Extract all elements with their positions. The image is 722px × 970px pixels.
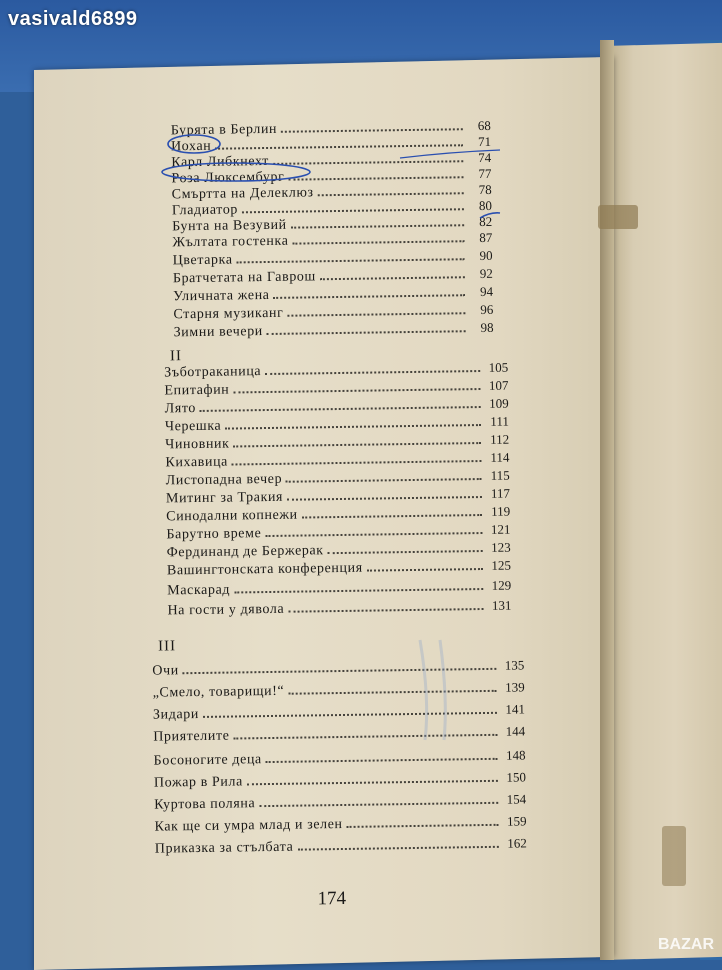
toc-entry-title: Старня музиканг [173, 305, 284, 323]
toc-entry [174, 320, 494, 340]
leader-dots [236, 248, 464, 263]
leader-dots [287, 302, 465, 316]
toc-entry-page: 68 [477, 117, 491, 134]
toc-entry [167, 578, 511, 599]
toc-entry-title: Жълтата гостенка [172, 233, 289, 251]
leader-dots [273, 284, 465, 299]
leader-dots [233, 432, 481, 447]
toc-entry-title: Вашингтонската конференция [166, 560, 363, 579]
toc-entry-page: 119 [491, 503, 511, 519]
toc-entry-page: 123 [491, 539, 511, 555]
leader-dots [288, 598, 483, 613]
toc-entry-page: 150 [506, 769, 526, 785]
toc-entry-title: Синодални копнежи [166, 507, 298, 525]
toc-entry-page: 87 [479, 229, 493, 246]
toc-entry-title: Листопадна вечер [165, 471, 283, 489]
toc-entry-page: 129 [491, 577, 512, 593]
toc-entry-page: 107 [488, 377, 509, 393]
leader-dots [265, 522, 482, 537]
toc-entry-title: Бунта на Везувий [172, 217, 287, 235]
toc-entry [154, 791, 526, 812]
toc-entry-title: Черешка [164, 418, 222, 435]
leader-dots [292, 230, 464, 244]
toc-entry [166, 504, 510, 525]
toc-entry-title: Приказка за стълбата [154, 839, 294, 857]
toc-entry-page: 162 [507, 835, 527, 851]
toc-entry [153, 701, 525, 722]
toc-entry [167, 598, 511, 619]
toc-entry-title: Как ще си умра млад и зелен [154, 816, 343, 835]
toc-entry [153, 723, 525, 744]
watermark: vasivald6899 [8, 8, 138, 30]
section-label: III [157, 638, 177, 655]
toc-entry-page: 135 [504, 657, 525, 673]
toc-entry [167, 558, 511, 579]
leader-dots [266, 748, 498, 763]
toc-entry-page: 139 [505, 679, 525, 695]
toc-entry-page: 141 [505, 701, 526, 717]
toc-entry-title: На гости у дявола [167, 601, 285, 619]
leader-dots [265, 360, 480, 375]
toc-entry-page: 111 [490, 413, 510, 429]
toc-entry [154, 813, 526, 834]
toc-entry-page: 109 [489, 395, 509, 411]
toc-entry [166, 522, 510, 543]
toc-entry-page: 114 [490, 449, 510, 465]
leader-dots [267, 320, 466, 335]
toc-entry-page: 80 [478, 197, 493, 214]
leader-dots [288, 680, 497, 695]
toc-entry-page: 105 [488, 359, 509, 375]
toc-entry-title: Роза Люксембург [171, 169, 285, 187]
site-logo: BAZAR [658, 936, 714, 953]
toc-entry-page: 115 [490, 467, 510, 483]
section-label: II [169, 348, 183, 365]
leader-dots [183, 658, 497, 674]
toc-entry-page: 90 [479, 247, 493, 264]
toc-entry-title: Барутно време [166, 526, 262, 543]
toc-entry-page: 112 [490, 431, 510, 447]
toc-entry-title: Бурята в Берлин [170, 121, 278, 139]
toc-entry-title: Зимни вечери [173, 324, 263, 341]
toc-entry [153, 679, 525, 700]
toc-entry-title: Митинг за Тракия [165, 489, 284, 507]
toc-entry-page: 98 [480, 319, 494, 336]
toc-entry-page: 78 [478, 181, 492, 198]
toc-entry [167, 540, 511, 561]
leader-dots [291, 214, 465, 228]
toc-entry [164, 378, 508, 399]
toc-entry [173, 248, 493, 268]
toc-entry-title: Братчетата на Гаврош [172, 269, 316, 287]
toc-entry [152, 657, 524, 678]
toc-entry-title: Епитафин [164, 382, 230, 399]
toc-entry-title: Маскарад [167, 582, 231, 599]
toc-entry [172, 230, 492, 250]
leader-dots [286, 468, 482, 483]
toc-entry-title: Зидари [152, 706, 200, 723]
leader-dots [215, 134, 463, 149]
page-number: 174 [317, 887, 347, 910]
toc-entry-title: Приятелите [153, 728, 230, 745]
leader-dots [203, 702, 497, 718]
toc-entry [166, 468, 510, 489]
leader-dots [225, 414, 481, 430]
leader-dots [233, 724, 497, 740]
toc-entry-title: Фердинанд де Бержерак [166, 543, 324, 561]
toc-entry-page: 82 [479, 213, 493, 230]
toc-entry [154, 747, 526, 768]
toc-entry-title: Смъртта на Делеклюз [171, 185, 314, 203]
toc-entry-title: Куртова поляна [154, 796, 256, 813]
toc-entry-page: 125 [491, 557, 512, 573]
toc-entry [173, 284, 493, 304]
leader-dots [367, 558, 483, 572]
leader-dots [273, 150, 463, 165]
leader-dots [317, 182, 463, 196]
toc-entry-title: Босоногите деца [153, 752, 262, 769]
leader-dots [247, 770, 498, 786]
toc-entry-page: 77 [478, 165, 492, 182]
toc-entry [166, 486, 510, 507]
toc-entry [155, 835, 527, 856]
leader-dots [259, 792, 498, 807]
leader-dots [297, 836, 499, 851]
toc-entry-title: Карл Либкнехт [171, 153, 270, 171]
toc-entry-title: Пожар в Рила [153, 774, 243, 791]
toc-entry [154, 769, 526, 790]
toc-entry-title: Зъботраканица [164, 364, 262, 381]
leader-dots [320, 266, 465, 280]
leader-dots [232, 450, 482, 465]
leader-dots [302, 504, 483, 519]
leader-dots [242, 198, 464, 213]
toc-entry-page: 74 [478, 149, 492, 166]
toc-entry-title: Кихавица [165, 454, 229, 471]
toc-entry [165, 450, 509, 471]
toc-entry-page: 121 [490, 521, 511, 537]
leader-dots [287, 486, 482, 501]
leader-dots [200, 396, 481, 412]
toc-entry-page: 94 [479, 283, 494, 300]
toc-entry-page: 144 [505, 723, 526, 739]
toc-entry-page: 131 [491, 597, 512, 613]
toc-entry-title: Иохан [170, 138, 212, 155]
toc-entry [164, 360, 508, 381]
leader-dots [346, 814, 498, 828]
toc-entry-title: Цветарка [172, 252, 233, 269]
toc-entry-page: 96 [480, 301, 494, 318]
toc-entry-title: Лято [164, 401, 197, 417]
leader-dots [328, 540, 483, 554]
toc-entry-page: 148 [505, 747, 526, 763]
leader-dots [281, 118, 463, 133]
toc-entry [165, 432, 509, 453]
toc-entry-page: 71 [477, 133, 492, 150]
toc-entry-page: 117 [490, 485, 511, 501]
toc-entry-title: Уличната жена [173, 287, 270, 305]
toc-entry-title: Чиновник [165, 436, 230, 453]
toc-entry [173, 266, 493, 286]
toc-entry-title: Гладиатор [171, 202, 239, 219]
toc-entry [165, 396, 509, 417]
toc-entry-page: 159 [506, 813, 527, 829]
toc-entry [165, 414, 509, 435]
toc-entry [173, 302, 493, 322]
toc-entry-title: Очи [152, 663, 179, 679]
toc-entry-page: 92 [479, 265, 493, 282]
leader-dots [233, 378, 480, 393]
leader-dots [234, 578, 483, 593]
toc-entry-title: „Смело, товарищи!“ [152, 683, 285, 701]
toc-entry-page: 154 [506, 791, 527, 807]
leader-dots [288, 166, 463, 180]
